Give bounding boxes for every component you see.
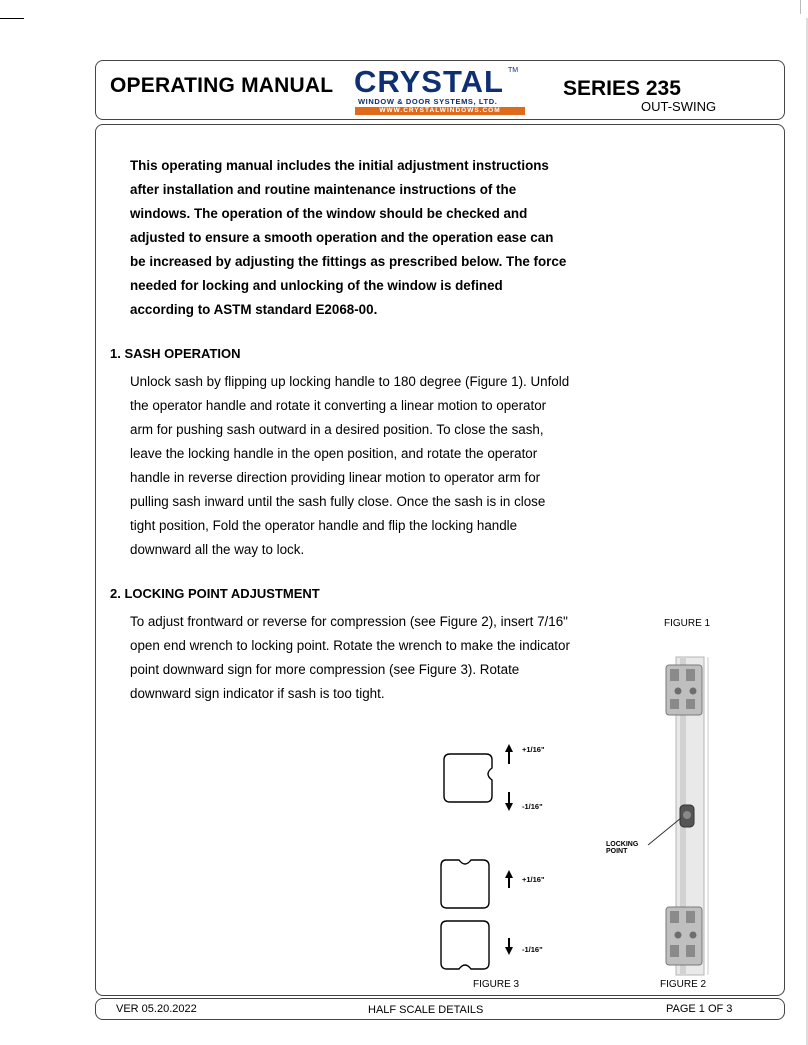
logo-trademark: TM [508,67,519,74]
minus-label: -1/16" [522,802,543,811]
logo-wordmark: CRYSTAL [354,64,504,99]
figure-2-hardware-illustration [600,655,720,977]
intro-paragraph: This operating manual includes the initial adjustment instructions after installation and routine maintenance instructions of the windows. The operation of the window should be checked and adjusted to ensure a smooth operation and the operation ease can be increased by adjusting the fittings as prescribed below. The force needed for locking and unlocking of the window is defined according to ASTM standard E2068-00. [130,158,567,317]
footer-scale-note: HALF SCALE DETAILS [368,1004,484,1016]
crop-mark [0,18,24,19]
figure-3-adjustment-diagram [436,740,556,972]
footer-version: VER 05.20.2022 [116,1003,197,1015]
series-title: SERIES 235 [563,77,681,100]
section-heading-sash-operation: 1. SASH OPERATION [110,346,241,361]
section-body-locking-point: To adjust frontward or reverse for compression (see Figure 2), insert 7/16" open end wrench to locking point. Rotate the wrench to make the indicator point downward sign for more compression (see Figure 3). Rotate downward sign indicator if sash is too tight. [130,614,570,701]
locking-label-line1: LOCKING [606,841,639,848]
arrow-down-icon [505,792,513,811]
top-keeper-bracket [666,665,702,715]
indicator-shape-top-notch [441,860,489,908]
minus-label: -1/16" [522,945,543,954]
figure-1-label: FIGURE 1 [664,618,711,629]
indicator-shape-bottom-notch [441,921,489,969]
plus-label: +1/16" [522,745,545,754]
arrow-up-icon [505,870,513,888]
figure-3-label: FIGURE 3 [473,979,520,990]
logo-url-bar: WWW.CRYSTALWINDOWS.COM [355,107,525,115]
arrow-down-icon [505,938,513,955]
logo-tagline: WINDOW & DOOR SYSTEMS, LTD. [358,97,498,106]
bottom-keeper-bracket [666,907,702,965]
crystal-logo [352,66,528,116]
section-body-sash-operation: Unlock sash by flipping up locking handle to 180 degree (Figure 1). Unfold the operator handle and rotate it converting a linear motion to operator arm for pushing sash outward in a desired position. To close the sash, leave the locking handle in the open position, and rotate the operator handle in reverse direction providing linear motion to operator arm for pulling sash inward until the sash fully close. Once the sash is in close tight position, Fold the operator handle and flip the locking handle downward all the way to lock. [130,374,570,557]
figure-2-label: FIGURE 2 [660,979,707,990]
series-subtitle: OUT-SWING [641,99,717,114]
locking-point-roller [680,805,694,827]
footer-page-number: PAGE 1 OF 3 [666,1003,733,1015]
plus-label: +1/16" [522,875,545,884]
indicator-shape-side-notch [444,754,492,802]
section-heading-locking-point: 2. LOCKING POINT ADJUSTMENT [110,586,320,601]
page-title: OPERATING MANUAL [110,74,334,97]
locking-label-line2: POINT [606,848,628,855]
crop-mark [800,0,801,14]
arrow-up-icon [505,744,513,764]
